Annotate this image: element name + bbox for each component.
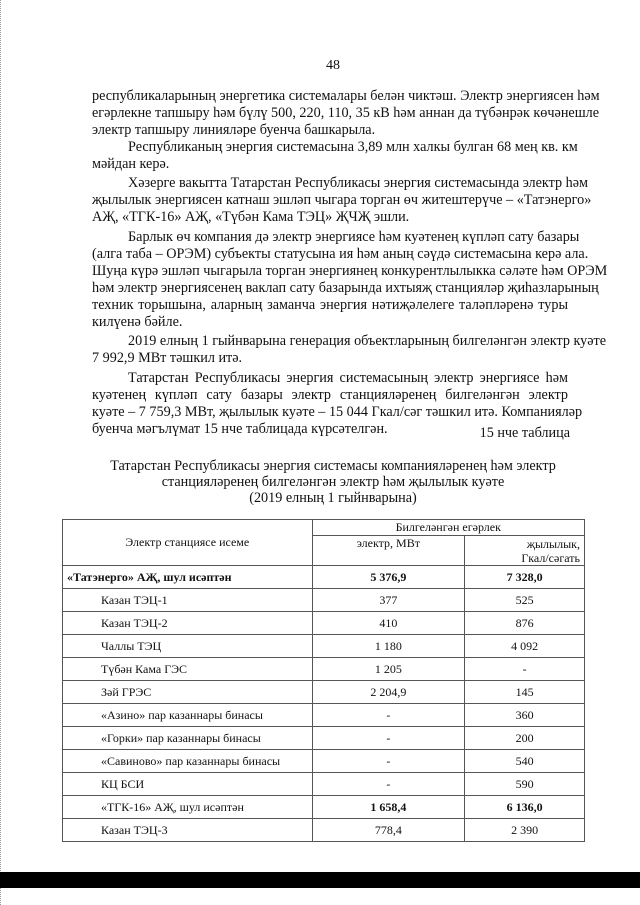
electric-capacity: - xyxy=(312,704,465,727)
text-line: Хәзерге вакытта Татарстан Республикасы энергия системасында электр һәм xyxy=(128,175,589,191)
table-title-line: (2019 елның 1 гыйнварына) xyxy=(249,490,417,506)
table-row xyxy=(63,589,585,612)
electric-capacity: - xyxy=(312,773,465,796)
electric-capacity: 5 376,9 xyxy=(312,566,465,589)
table-row xyxy=(63,612,585,635)
header-capacity-group: Билгеләнгән егәрлек xyxy=(312,520,584,536)
station-name: Казан ТЭЦ-1 xyxy=(63,589,313,612)
header-heat-line: җылылык, xyxy=(526,536,580,551)
heat-capacity: 4 092 xyxy=(465,635,585,658)
text-line: Барлык өч компания дә электр энергиясе һәм куәтенең күпләп сату базары xyxy=(128,229,580,245)
text-line: 2019 елның 1 гыйнварына генерация объектларының билгеләнгән электр куәте xyxy=(128,333,607,349)
text-line: куәтенең күпләп сату базары электр станцияләренең билгеләнгән электр xyxy=(92,387,568,403)
text-line: җылылык энергиясен катнаш эшләп чыгара торган өч житештерүче – «Татэнерго» xyxy=(92,192,592,208)
electric-capacity: 2 204,9 xyxy=(312,681,465,704)
station-name: Казан ТЭЦ-2 xyxy=(63,612,313,635)
table-row xyxy=(63,704,585,727)
station-name: Казан ТЭЦ-3 xyxy=(63,819,313,842)
station-name: Түбән Кама ГЭС xyxy=(63,658,313,681)
text-line: Шуңа күрә эшләп чыгарыла торган энергиянең конкурентлылыкка сәләте һәм ОРЭМ xyxy=(92,263,608,279)
header-heat-line: Гкал/сәгать xyxy=(521,550,580,565)
text-line: егәрлекне тапшыру һәм бүлү 500, 220, 110, 35 кВ һәм аннан да түбәнрәк көчәнешле xyxy=(92,105,600,121)
table-row xyxy=(63,681,585,704)
station-name: КЦ БСИ xyxy=(63,773,313,796)
header-electric: электр, МВт xyxy=(312,536,465,566)
text-line: республикаларының энергетика системалары белән чиктәш. Электр энергиясен һәм xyxy=(92,88,600,104)
table-row xyxy=(63,819,585,842)
text-line: Татарстан Республикасы энергия системасының электр энергиясе һәм xyxy=(128,370,568,386)
station-name: «Татэнерго» АҖ, шул исәптән xyxy=(63,566,313,589)
text-line: мәйдан керә. xyxy=(92,156,170,172)
table-number: 15 нче таблица xyxy=(479,425,570,441)
table-title-line: Татарстан Республикасы энергия системасы компанияләренең һәм электр xyxy=(110,458,556,474)
heat-capacity: 525 xyxy=(465,589,585,612)
heat-capacity: 540 xyxy=(465,750,585,773)
header-station-name: Электр станциясе исеме xyxy=(63,520,313,566)
table-row xyxy=(63,566,585,589)
station-name: Чаллы ТЭЦ xyxy=(63,635,313,658)
station-name: «Горки» пар казаннары бинасы xyxy=(63,727,313,750)
text-line: 7 992,9 МВт тәшкил итә. xyxy=(92,350,243,366)
electric-capacity: - xyxy=(312,750,465,773)
scan-bottom-bar xyxy=(0,872,640,888)
text-line: һәм электр энергиясенең ваклап сату базарында ихтыяҗ станцияләр җиһазларының xyxy=(92,280,599,296)
heat-capacity: 2 390 xyxy=(465,819,585,842)
electric-capacity: 1 180 xyxy=(312,635,465,658)
page-number: 48 xyxy=(326,58,340,73)
text-line: килүенә бәйле. xyxy=(92,314,183,330)
heat-capacity: 876 xyxy=(465,612,585,635)
table-title-line: станцияләренең билгеләнгән электр һәм җылылык куәте xyxy=(161,474,505,490)
electric-capacity: 778,4 xyxy=(312,819,465,842)
table-row xyxy=(63,773,585,796)
text-line: (алга таба – ОРЭМ) субъекты статусына ия һәм аның сәүдә системасына керә ала. xyxy=(92,246,589,262)
table-row xyxy=(63,796,585,819)
table-row xyxy=(63,750,585,773)
text-line: техник торышына, аларның заманча энергия нәтиҗәлелеге таләпләренә туры xyxy=(92,297,568,313)
heat-capacity: 6 136,0 xyxy=(465,796,585,819)
text-line: электр тапшыру линияләре буенча башкарыла. xyxy=(92,122,376,138)
heat-capacity: 360 xyxy=(465,704,585,727)
text-line: Республиканың энергия системасына 3,89 млн халкы булган 68 мең кв. км xyxy=(128,139,578,155)
station-name: «ТГК-16» АҖ, шул исәптән xyxy=(63,796,313,819)
electric-capacity: 1 205 xyxy=(312,658,465,681)
text-line: буенча мәгълүмат 15 нче таблицада күрсәтелгән. xyxy=(92,421,388,437)
text-line: АҖ, «ТГК-16» АҖ, «Түбән Кама ТЭЦ» ҖЧҖ эшли. xyxy=(92,209,410,225)
text-line: куәте – 7 759,3 МВт, җылылык куәте – 15 044 Гкал/сәг тәшкил итә. Компанияләр xyxy=(92,404,583,420)
heat-capacity: 7 328,0 xyxy=(465,566,585,589)
electric-capacity: 410 xyxy=(312,612,465,635)
station-name: «Азино» пар казаннары бинасы xyxy=(63,704,313,727)
heat-capacity: 145 xyxy=(465,681,585,704)
heat-capacity: 200 xyxy=(465,727,585,750)
header-heat xyxy=(465,536,585,566)
electric-capacity: 1 658,4 xyxy=(312,796,465,819)
table-row xyxy=(63,658,585,681)
heat-capacity: - xyxy=(465,658,585,681)
table-row xyxy=(63,727,585,750)
electric-capacity: - xyxy=(312,727,465,750)
heat-capacity: 590 xyxy=(465,773,585,796)
station-name: «Савиново» пар казаннары бинасы xyxy=(63,750,313,773)
table-row xyxy=(63,635,585,658)
station-name: Зәй ГРЭС xyxy=(63,681,313,704)
scan-edge xyxy=(0,0,4,905)
electric-capacity: 377 xyxy=(312,589,465,612)
capacity-table xyxy=(62,519,585,842)
